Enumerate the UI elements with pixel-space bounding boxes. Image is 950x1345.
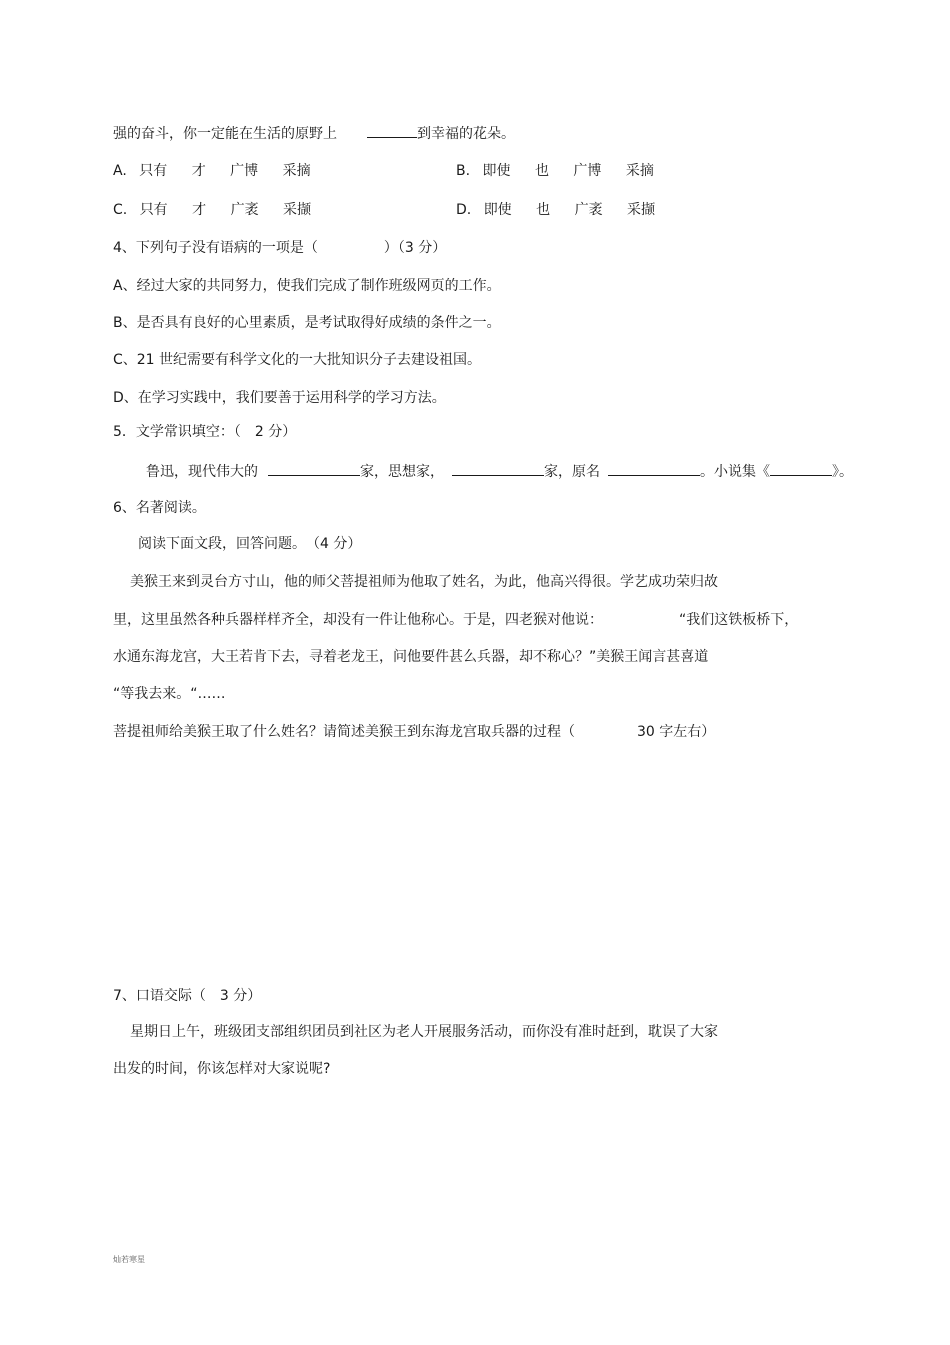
q5-blank-3 xyxy=(608,460,700,476)
option-letter: A. xyxy=(113,163,127,179)
q5-text: 鲁迅，现代伟大的 xyxy=(146,464,258,480)
q3-tail xyxy=(113,122,515,144)
q5-blank-2 xyxy=(452,460,544,476)
q5-text: 家，思想家， xyxy=(360,464,444,480)
option-letter: C. xyxy=(113,202,128,218)
option-part: 只有 xyxy=(139,202,168,218)
option-part: 采撷 xyxy=(627,202,656,218)
q6-passage-text: “我们这铁板桥下， xyxy=(679,612,799,628)
q5-text: 家，原名 xyxy=(544,464,600,480)
q3-option-d xyxy=(456,200,655,220)
q6-passage-line-4: “等我去来。“…… xyxy=(113,686,226,702)
q6-question-text: 菩提祖师给美猴王取了什么姓名？请简述美猴王到东海龙宫取兵器的过程（ xyxy=(113,724,575,740)
q6-stem: 6、名著阅读。 xyxy=(113,500,206,516)
q4-option-c: C、21 世纪需要有科学文化的一大批知识分子去建设祖国。 xyxy=(113,352,482,368)
q5-text: 》 xyxy=(832,464,839,480)
q6-passage-line-3: 水通东海龙宫，大王若肯下去，寻着老龙王，问他要件甚么兵器，却不称心？”美猴王闻言甚喜道 xyxy=(113,649,709,665)
option-part: 只有 xyxy=(139,163,168,179)
q5-stem: 5．文学常识填空：（ 2 分） xyxy=(113,424,297,440)
option-part: 即使 xyxy=(483,202,512,218)
q4-stem-start: 4、下列句子没有语病的一项是（ xyxy=(113,240,318,256)
option-part: 即使 xyxy=(482,163,511,179)
q6-passage-line-1: 美猴王来到灵台方寸山，他的师父菩提祖师为他取了姓名，为此，他高兴得很。学艺成功荣归故 xyxy=(130,574,718,590)
q4-stem xyxy=(113,238,446,258)
option-letter: D. xyxy=(456,202,472,218)
q6-question xyxy=(113,722,715,742)
q3-blank xyxy=(367,122,417,138)
q3-option-c xyxy=(113,200,311,220)
option-part: 广袤 xyxy=(574,202,603,218)
option-part: 采撷 xyxy=(283,202,312,218)
option-part: 采摘 xyxy=(282,163,311,179)
option-part: 广博 xyxy=(573,163,602,179)
q7-stem: 7、口语交际（ 3 分） xyxy=(113,988,262,1004)
q6-passage-text: 里，这里虽然各种兵器样样齐全，却没有一件让他称心。于是，四老猴对他说： xyxy=(113,612,603,628)
q3-option-b xyxy=(456,161,654,181)
option-part: 也 xyxy=(534,163,549,179)
q4-option-a: A、经过大家的共同努力，使我们完成了制作班级网页的工作。 xyxy=(113,278,501,294)
option-part: 广袤 xyxy=(230,202,259,218)
option-part: 广博 xyxy=(230,163,259,179)
q3-tail-before: 强的奋斗，你一定能在生活的原野上 xyxy=(113,126,337,142)
q6-question-text: 30 字左右） xyxy=(637,724,716,740)
q4-option-d: D、在学习实践中，我们要善于运用科学的学习方法。 xyxy=(113,390,446,406)
q5-blank-1 xyxy=(268,460,360,476)
q3-tail-after: 到幸福的花朵。 xyxy=(417,126,515,142)
q6-passage-line-2 xyxy=(113,610,798,630)
option-part: 才 xyxy=(191,163,206,179)
option-part: 才 xyxy=(192,202,207,218)
q5-text: 。 xyxy=(839,464,853,480)
footer-watermark: 灿若寒星 xyxy=(113,1255,145,1264)
q5-fill-line xyxy=(146,460,853,482)
option-part: 采摘 xyxy=(625,163,654,179)
q4-stem-end: ）（3 分） xyxy=(383,240,447,256)
q7-body-line-1: 星期日上午，班级团支部组织团员到社区为老人开展服务活动，而你没有准时赶到，耽误了大家 xyxy=(130,1024,718,1040)
q3-option-a xyxy=(113,161,311,181)
option-part: 也 xyxy=(536,202,551,218)
q5-text: 《 xyxy=(756,464,770,480)
q5-text: 。小说集 xyxy=(700,464,756,480)
q5-blank-4 xyxy=(770,460,832,476)
q7-body-line-2: 出发的时间，你该怎样对大家说呢? xyxy=(113,1061,331,1077)
q6-instruction: 阅读下面文段，回答问题。 （4 分） xyxy=(138,536,362,552)
q4-option-b: B、是否具有良好的心里素质，是考试取得好成绩的条件之一。 xyxy=(113,315,501,331)
option-letter: B. xyxy=(456,163,471,179)
